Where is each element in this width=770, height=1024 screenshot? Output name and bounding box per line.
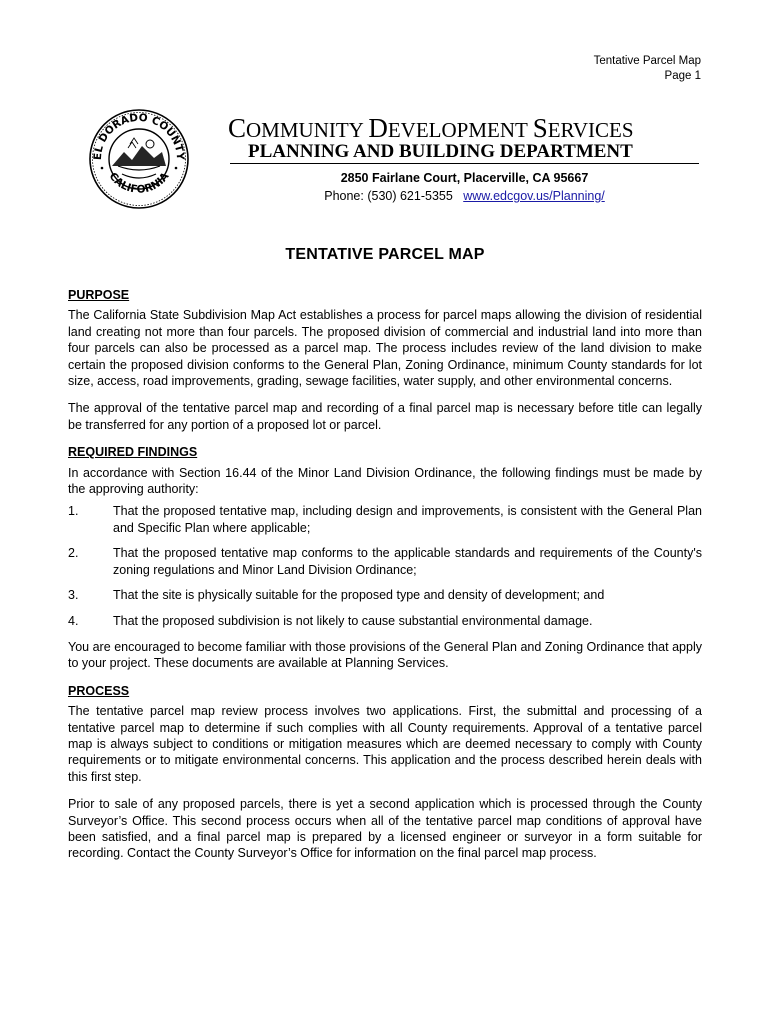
list-item-text: That the site is physically suitable for the proposed type and density of development; and [113, 588, 605, 603]
document-title: TENTATIVE PARCEL MAP [285, 246, 485, 263]
list-item-number: 4. [68, 613, 79, 628]
county-seal-icon [88, 108, 190, 210]
list-item-number: 1. [68, 504, 79, 519]
office-address: 2850 Fairlane Court, Placerville, CA 95667 [340, 171, 589, 185]
department-title: COMMUNITY DEVELOPMENT SERVICES [228, 113, 634, 143]
list-item [68, 503, 702, 536]
running-head-title: Tentative Parcel Map [593, 55, 701, 67]
list-item-number: 3. [68, 588, 79, 603]
document-body [68, 287, 702, 873]
page-number: Page 1 [664, 70, 701, 82]
list-item-text: That the proposed subdivision is not likely to cause substantial environmental damage. [113, 613, 593, 628]
department-subtitle: PLANNING AND BUILDING DEPARTMENT [248, 141, 633, 162]
list-item [68, 545, 702, 578]
svg-text:CALIFORNIA: CALIFORNIA [106, 170, 172, 196]
running-head [594, 54, 701, 84]
findings-heading: REQUIRED FINDINGS [68, 445, 198, 460]
purpose-heading: PURPOSE [68, 288, 130, 302]
phone-number: Phone: (530) 621-5355 [324, 189, 453, 203]
process-heading: PROCESS [68, 683, 130, 698]
purpose-paragraph-1: The California State Subdivision Map Act establishes a process for parcel maps allowing the division of residential land creating not more than four parcels. The proposed division of commercial and industrial land into more than four parcels can also be processed as a parcel map. The process includes review of the land division to make certain the proposed division conforms to the General Plan, Zoning Ordinance, minimum County standards for lot size, access, road improvements, grading, sewage facilities, water supply, and other environmental concerns. [68, 308, 702, 389]
contact-line [230, 189, 699, 203]
planning-website-link[interactable]: www.edcgov.us/Planning/ [463, 189, 605, 203]
list-item [68, 613, 702, 629]
process-paragraph-2: Prior to sale of any proposed parcels, there is yet a second application which is processed through the County Surveyor’s Office. This second process occurs when all of the tentative parcel map conditions of approval have been satisfied, and a final parcel map is prepared by a licensed engineer or surveyor in a form suitable for recording. Contact the County Surveyor’s Office for information on the final parcel map process. [68, 797, 702, 861]
list-item [68, 587, 702, 603]
list-item-text: That the proposed tentative map, including design and improvements, is consistent with the General Plan and Specific Plan where applicable; [113, 504, 702, 535]
list-item-text: That the proposed tentative map conforms to the applicable standards and requirements of the County's zoning regulations and Minor Land Division Ordinance; [113, 546, 702, 577]
process-paragraph-1: The tentative parcel map review process involves two applications. First, the submittal and processing of a tentative parcel map to determine if such complies with all County requirements. Approval of a tentative parcel map is always subject to conditions or mitigation measures which are deemed necessary to comply with County requirements or to mitigate environmental concerns. This application and the process described herein deals with this first step. [68, 704, 702, 784]
findings-intro: In accordance with Section 16.44 of the Minor Land Division Ordinance, the following findings must be made by the approving authority: [68, 465, 702, 497]
findings-outro: You are encouraged to become familiar with those provisions of the General Plan and Zoning Ordinance that apply to your project. These documents are available at Planning Services. [68, 639, 702, 671]
findings-list [68, 503, 702, 628]
svg-text:EL DORADO COUNTY: EL DORADO COUNTY [91, 111, 187, 161]
list-item-number: 2. [68, 546, 79, 561]
header-divider [230, 163, 699, 164]
purpose-paragraph-2: The approval of the tentative parcel map and recording of a final parcel map is necessary before title can legally be transferred for any portion of a proposed lot or parcel. [68, 401, 702, 432]
